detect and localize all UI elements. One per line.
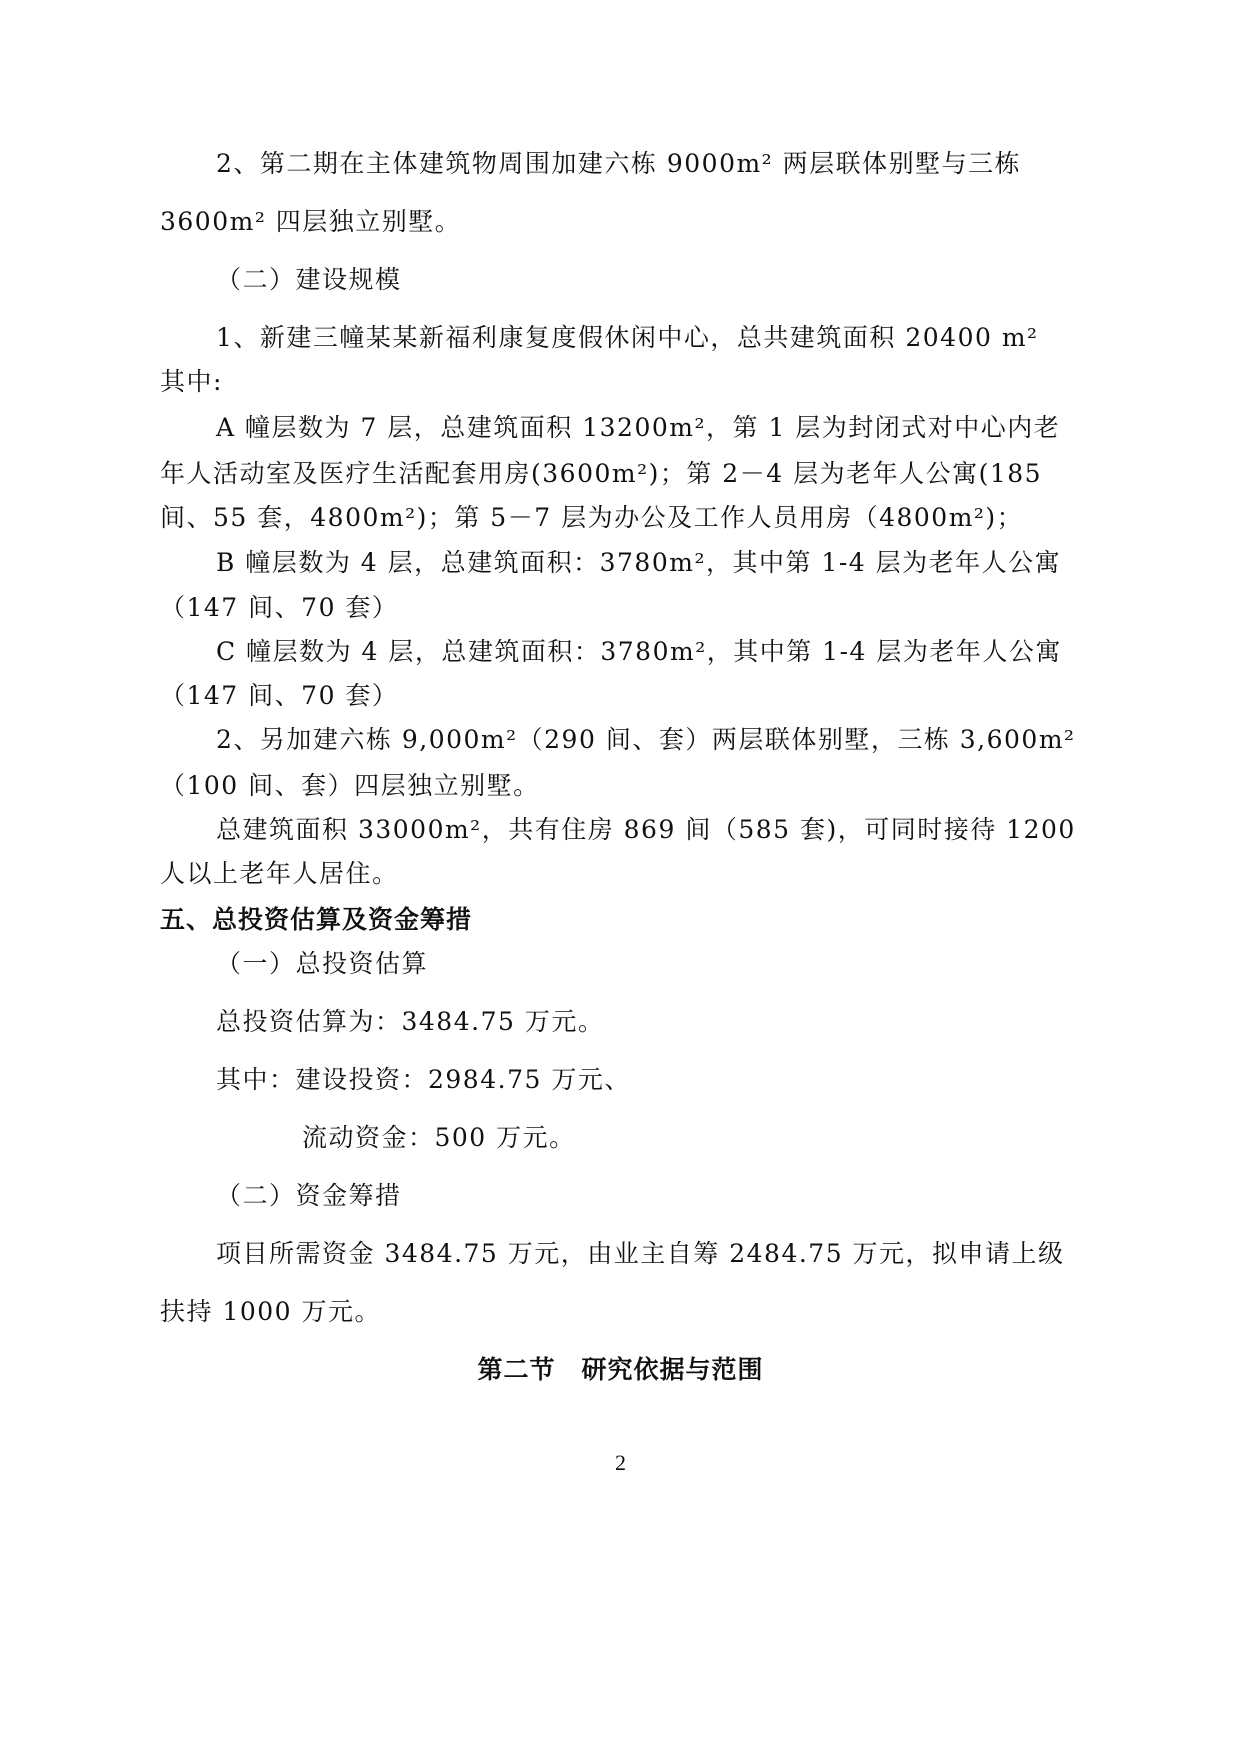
paragraph-line: 扶持 1000 万元。 [160,1297,382,1326]
paragraph-line: （147 间、70 套） [160,593,399,622]
paragraph-line: 2、第二期在主体建筑物周围加建六栋 9000m² 两层联体别墅与三栋 [216,149,1022,178]
paragraph-line: A 幢层数为 7 层，总建筑面积 13200m²，第 1 层为封闭式对中心内老 [216,413,1061,442]
paragraph-line: 总投资估算为：3484.75 万元。 [216,1007,605,1036]
paragraph-line: 人以上老年人居住。 [160,859,399,888]
paragraph-line: 项目所需资金 3484.75 万元，由业主自筹 2484.75 万元，拟申请上级 [216,1239,1065,1268]
subsection-heading: （一）总投资估算 [216,949,429,978]
subsection-heading: （二）资金筹措 [216,1181,402,1210]
paragraph-line: 流动资金：500 万元。 [302,1123,576,1152]
paragraph-line: 3600m² 四层独立别墅。 [160,207,462,236]
paragraph-line: 总建筑面积 33000m²，共有住房 869 间（585 套)，可同时接待 1200 [216,815,1076,844]
paragraph-line: 其中: [160,367,223,396]
page-number: 2 [615,1450,626,1475]
paragraph-line: 2、另加建六栋 9,000m²（290 间、套）两层联体别墅，三栋 3,600m² [216,725,1076,754]
paragraph-line: C 幢层数为 4 层，总建筑面积：3780m²，其中第 1-4 层为老年人公寓 [216,637,1062,666]
chapter-section-heading: 第二节 研究依据与范围 [477,1355,764,1384]
paragraph-line: 年人活动室及医疗生活配套用房(3600m²)；第 2－4 层为老年人公寓(185 [160,459,1043,488]
paragraph-line: （147 间、70 套） [160,681,399,710]
subsection-heading: （二）建设规模 [216,265,402,294]
paragraph-line: 其中：建设投资：2984.75 万元、 [216,1065,631,1094]
paragraph-line: （100 间、套）四层独立别墅。 [160,771,540,800]
paragraph-line: 间、55 套，4800m²)；第 5－7 层为办公及工作人员用房（4800m²)； [160,503,1024,532]
section-heading: 五、总投资估算及资金筹措 [160,905,473,934]
paragraph-line: 1、新建三幢某某新福利康复度假休闲中心，总共建筑面积 20400 m² [216,323,1039,352]
paragraph-line: B 幢层数为 4 层，总建筑面积：3780m²，其中第 1-4 层为老年人公寓 [216,548,1062,577]
